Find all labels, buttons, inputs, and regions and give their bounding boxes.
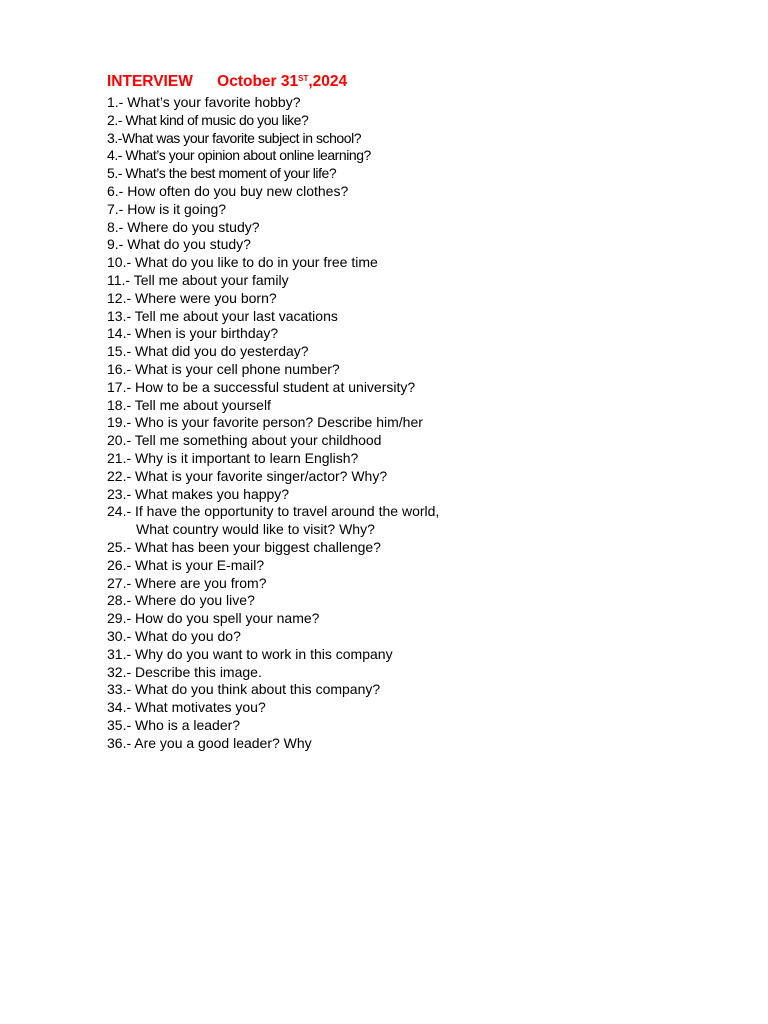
question-item: [107, 503, 727, 539]
question-text: 34.- What motivates you?: [107, 699, 266, 716]
question-item: [107, 646, 727, 664]
question-item: [107, 361, 727, 379]
question-item: [107, 94, 727, 112]
heading-date-ordinal: ST: [298, 74, 309, 83]
question-item: [107, 236, 727, 254]
question-text: 21.- Why is it important to learn English?: [107, 449, 359, 466]
question-text: 5.- What’s the best moment of your life?: [107, 165, 337, 182]
question-text: 28.- Where do you live?: [107, 592, 255, 609]
question-item: [107, 628, 727, 646]
question-item: [107, 254, 727, 272]
question-item: [107, 183, 727, 201]
question-item: [107, 379, 727, 397]
question-text: 2.- What kind of music do you like?: [107, 111, 309, 128]
question-text: 15.- What did you do yesterday?: [107, 343, 309, 360]
question-item: [107, 610, 727, 628]
question-item: [107, 735, 727, 753]
question-text: 24.- If have the opportunity to travel around the world,: [107, 503, 440, 520]
question-item: [107, 308, 727, 326]
question-item: [107, 343, 727, 361]
question-text: 14.- When is your birthday?: [107, 325, 279, 342]
question-item: [107, 414, 727, 432]
question-item: [107, 290, 727, 308]
heading-date-day: October 31: [217, 73, 299, 90]
question-item: [107, 717, 727, 735]
question-text: 4.- What’s your opinion about online learning?: [107, 147, 371, 164]
question-text: 26.- What is your E-mail?: [107, 556, 265, 573]
question-item: [107, 468, 727, 486]
question-text: 33.- What do you think about this company?: [107, 681, 381, 698]
question-text: 17.- How to be a successful student at university?: [107, 378, 416, 395]
question-item: [107, 432, 727, 450]
question-item: [107, 272, 727, 290]
document-page: [107, 72, 727, 752]
question-text: 23.- What makes you happy?: [107, 485, 290, 502]
question-item: [107, 575, 727, 593]
question-list: [107, 94, 727, 752]
document-heading: [107, 72, 727, 92]
question-text-continuation: What country would like to visit? Why?: [136, 521, 375, 538]
question-text: 31.- Why do you want to work in this company: [107, 645, 393, 662]
question-text: 8.- Where do you study?: [107, 218, 260, 235]
heading-date-year: ,2024: [308, 73, 348, 90]
question-text: 12.- Where were you born?: [107, 289, 277, 306]
question-item: [107, 201, 727, 219]
question-item: [107, 664, 727, 682]
question-text: 1.- What’s your favorite hobby?: [107, 94, 301, 110]
question-text: 22.- What is your favorite singer/actor? Why?: [107, 467, 388, 484]
question-text: 19.- Who is your favorite person? Describe him/her: [107, 414, 423, 431]
question-text: 16.- What is your cell phone number?: [107, 360, 340, 377]
question-text: 13.- Tell me about your last vacations: [107, 307, 338, 324]
question-text: 29.- How do you spell your name?: [107, 610, 320, 627]
question-text: 20.- Tell me something about your childhood: [107, 432, 382, 449]
question-text: 3.-What was your favorite subject in school?: [107, 129, 362, 146]
question-item: [107, 486, 727, 504]
question-text: 30.- What do you do?: [107, 627, 241, 644]
question-item: [107, 112, 727, 130]
question-text: 7.- How is it going?: [107, 200, 227, 217]
question-item: [107, 557, 727, 575]
question-item: [107, 681, 727, 699]
question-text: 32.- Describe this image.: [107, 663, 262, 680]
question-item: [107, 592, 727, 610]
question-text: 35.- Who is a leader?: [107, 716, 241, 733]
question-text: 9.- What do you study?: [107, 236, 251, 253]
question-item: [107, 397, 727, 415]
question-text: 18.- Tell me about yourself: [107, 396, 271, 413]
question-item: [107, 539, 727, 557]
question-text: 36.- Are you a good leader? Why: [107, 734, 312, 751]
question-text: 27.- Where are you from?: [107, 574, 267, 591]
heading-date: [217, 73, 347, 90]
question-item: [107, 130, 727, 148]
question-item: [107, 450, 727, 468]
question-item: [107, 165, 727, 183]
question-item: [107, 325, 727, 343]
question-item: [107, 147, 727, 165]
question-item: [107, 219, 727, 237]
question-item: [107, 699, 727, 717]
question-text: 6.- How often do you buy new clothes?: [107, 182, 349, 199]
question-text: 11.- Tell me about your family: [107, 271, 289, 288]
question-text: 25.- What has been your biggest challenge?: [107, 538, 381, 555]
heading-title: INTERVIEW: [107, 73, 193, 90]
question-text: 10.- What do you like to do in your free time: [107, 254, 378, 271]
